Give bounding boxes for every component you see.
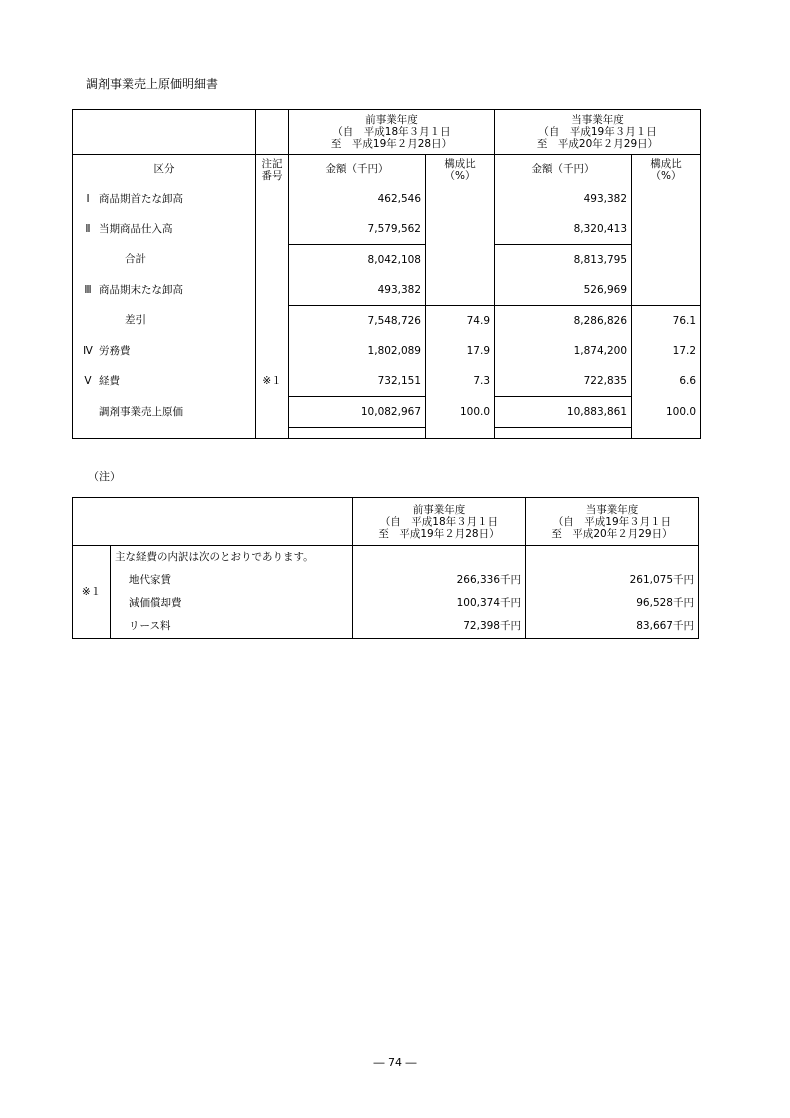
table-row: Ⅳ 労務費 1,802,089 17.9 1,874,200 17.2 xyxy=(73,336,701,366)
curr-period-header: 当事業年度 （自 平成19年３月１日 至 平成20年２月29日） xyxy=(495,110,701,155)
notes-label: （注） xyxy=(88,470,121,483)
row-label: Ⅰ 商品期首たな卸高 xyxy=(86,192,183,205)
row-label: Ⅲ 商品期末たな卸高 xyxy=(84,283,183,296)
table-row: Ⅴ 経費 ※１ 732,151 7.3 722,835 6.6 xyxy=(73,366,701,397)
document-title: 調剤事業売上原価明細書 xyxy=(86,77,219,91)
curr-period-header: 当事業年度 （自 平成19年３月１日 至 平成20年２月29日） xyxy=(526,498,699,546)
row-label: Ⅴ 経費 xyxy=(84,374,120,387)
row-label: Ⅱ 当期商品仕入高 xyxy=(85,222,173,235)
table-row: 調剤事業売上原価 10,082,967 100.0 10,883,861 100.0 xyxy=(73,397,701,428)
curr-ratio-header: 構成比 （%） xyxy=(632,155,701,185)
table-row: Ⅲ 商品期末たな卸高 493,382 526,969 xyxy=(73,275,701,306)
table-row: 差引 7,548,726 74.9 8,286,826 76.1 xyxy=(73,306,701,337)
table-row: リース料 72,398千円 83,667千円 xyxy=(73,615,699,639)
table-row: 地代家賃 266,336千円 261,075千円 xyxy=(73,569,699,592)
note-no-header: 注記 番号 xyxy=(256,155,289,185)
prev-ratio-header: 構成比 （%） xyxy=(426,155,495,185)
period-header-row xyxy=(73,110,701,155)
row-label: 差引 xyxy=(125,314,146,327)
row-label: 合計 xyxy=(125,253,146,266)
cost-detail-table xyxy=(72,109,701,439)
note-mark: ※１ xyxy=(73,546,111,639)
expense-breakdown-table xyxy=(72,497,699,639)
prev-period-header: 前事業年度 （自 平成18年３月１日 至 平成19年２月28日） xyxy=(289,110,495,155)
row-label: Ⅳ 労務費 xyxy=(83,344,131,357)
intro-row xyxy=(73,546,699,570)
table-row: Ⅰ 商品期首たな卸高 462,546 493,382 xyxy=(73,184,701,214)
category-header: 区分 xyxy=(73,155,256,185)
period-header-row xyxy=(73,498,699,546)
prev-period-header: 前事業年度 （自 平成18年３月１日 至 平成19年２月28日） xyxy=(353,498,526,546)
curr-amount-header: 金額（千円） xyxy=(495,155,632,185)
column-header-row xyxy=(73,155,701,185)
intro-text: 主な経費の内訳は次のとおりであります。 xyxy=(111,546,353,570)
table-row: 減価償却費 100,374千円 96,528千円 xyxy=(73,592,699,615)
table-footer-spacer xyxy=(73,428,701,439)
prev-amount-header: 金額（千円） xyxy=(289,155,426,185)
table-row: 合計 8,042,108 8,813,795 xyxy=(73,245,701,276)
table-row: Ⅱ 当期商品仕入高 7,579,562 8,320,413 xyxy=(73,214,701,245)
page-number: ― 74 ― xyxy=(373,1056,417,1069)
note-reference: ※１ xyxy=(256,366,289,397)
row-label: 調剤事業売上原価 xyxy=(99,405,183,418)
